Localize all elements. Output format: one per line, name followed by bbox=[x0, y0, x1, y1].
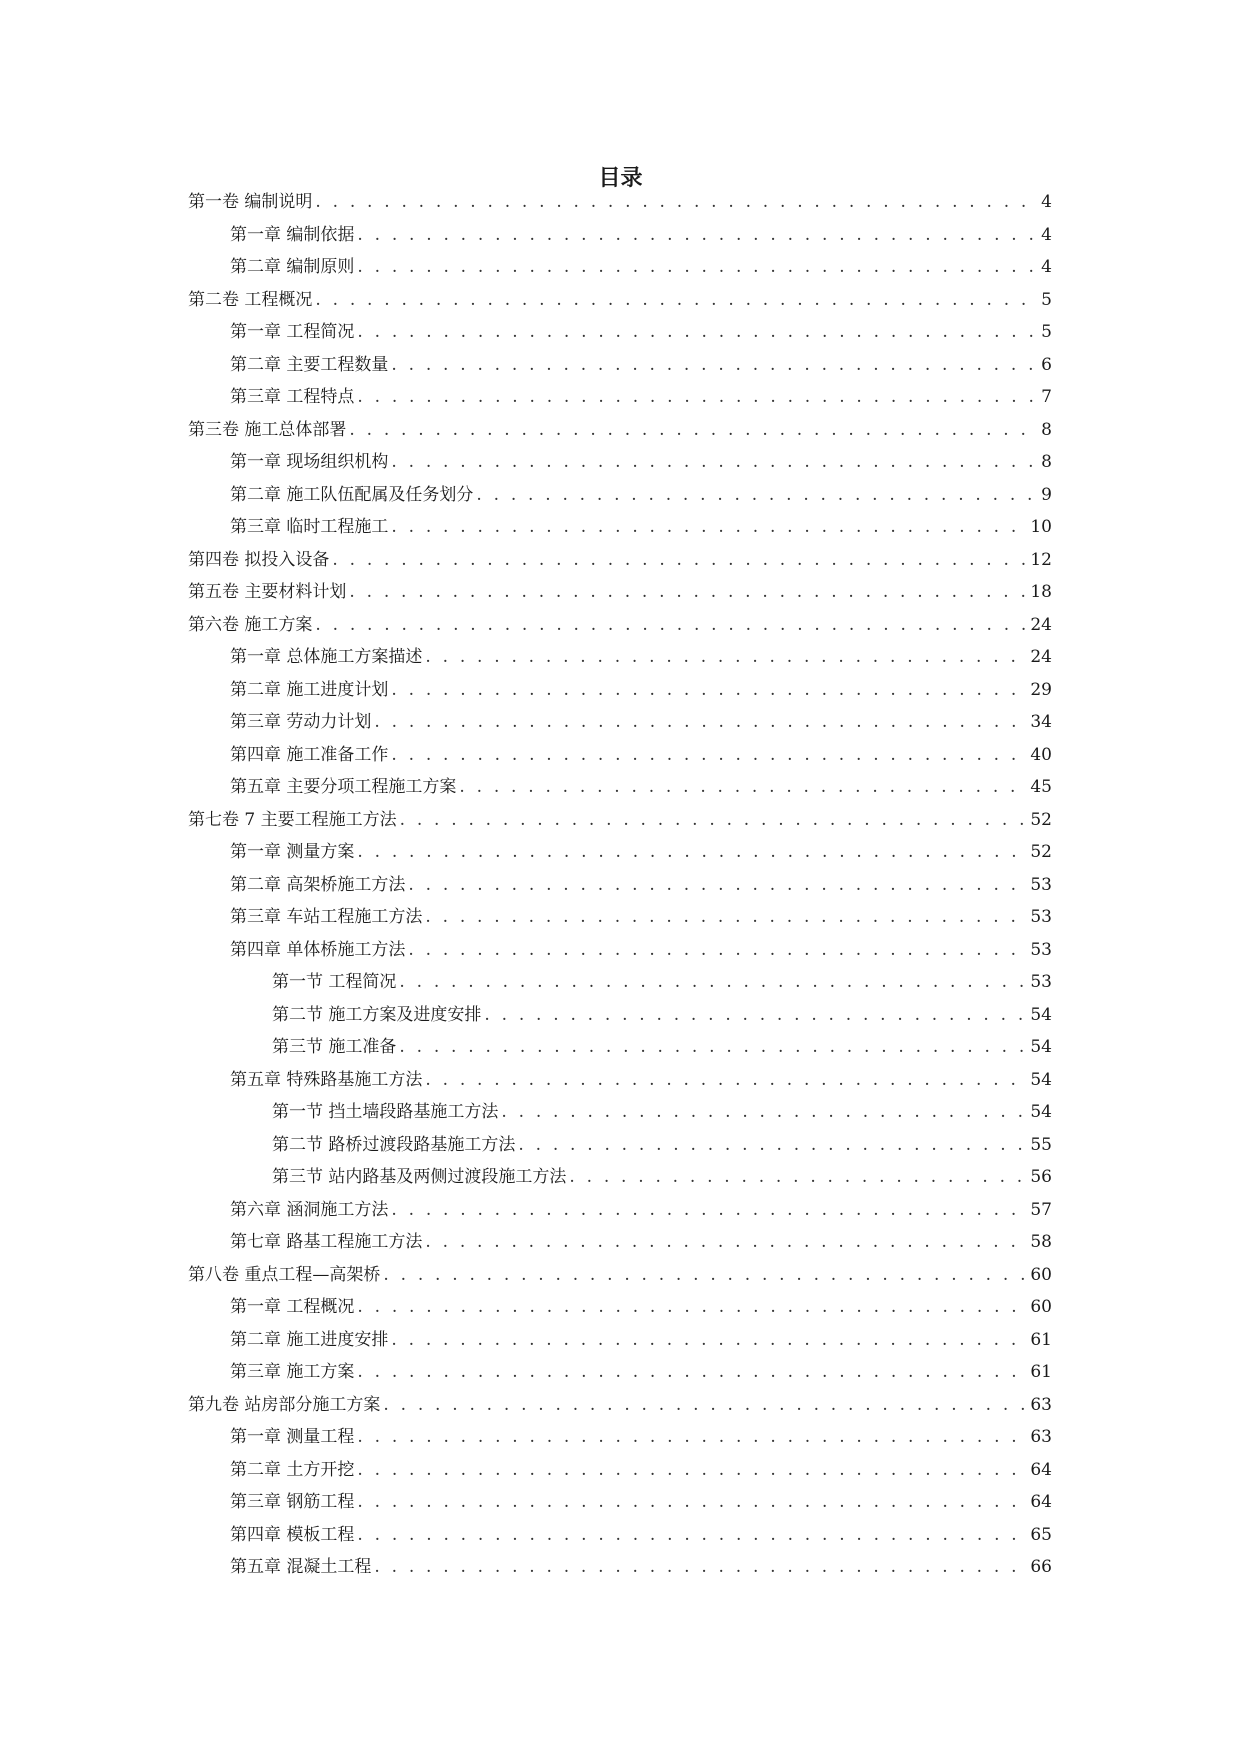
toc-dot-leader bbox=[569, 1161, 1027, 1194]
toc-entry[interactable] bbox=[188, 771, 1052, 804]
toc-dot-leader bbox=[349, 414, 1037, 447]
toc-entry-label: 第三卷 施工总体部署 bbox=[188, 419, 347, 440]
toc-dot-leader bbox=[374, 706, 1027, 739]
toc-entry-label: 第一章 现场组织机构 bbox=[230, 452, 389, 472]
toc-entry-label: 第二章 编制原则 bbox=[230, 257, 355, 277]
toc-entry-label: 第一章 总体施工方案描述 bbox=[230, 647, 423, 667]
toc-entry[interactable] bbox=[188, 869, 1052, 902]
toc-entry-label: 第一节 工程简况 bbox=[272, 972, 397, 992]
toc-entry-label: 第一卷 编制说明 bbox=[188, 192, 313, 212]
toc-dot-leader bbox=[357, 1519, 1027, 1552]
toc-entry-label: 第三章 工程特点 bbox=[230, 387, 355, 407]
toc-entry-page-number: 24 bbox=[1030, 614, 1052, 635]
toc-dot-leader bbox=[425, 1226, 1027, 1259]
toc-entry-page-number: 55 bbox=[1030, 1134, 1052, 1155]
toc-entry-page-number: 54 bbox=[1030, 1069, 1052, 1090]
toc-entry[interactable] bbox=[188, 381, 1052, 414]
toc-dot-leader bbox=[315, 609, 1027, 642]
table-of-contents bbox=[188, 186, 1052, 1584]
toc-entry-page-number: 29 bbox=[1030, 679, 1052, 700]
toc-entry[interactable] bbox=[188, 641, 1052, 674]
toc-entry-label: 第一章 编制依据 bbox=[230, 224, 355, 245]
toc-entry[interactable] bbox=[188, 1389, 1052, 1422]
toc-entry[interactable] bbox=[188, 706, 1052, 739]
toc-dot-leader bbox=[425, 641, 1027, 674]
toc-entry-page-number: 63 bbox=[1030, 1394, 1052, 1415]
toc-entry[interactable] bbox=[188, 1551, 1052, 1584]
toc-entry[interactable] bbox=[188, 1259, 1052, 1292]
toc-entry[interactable] bbox=[188, 511, 1052, 544]
toc-entry-page-number: 52 bbox=[1030, 809, 1052, 830]
toc-entry-label: 第五章 混凝土工程 bbox=[230, 1557, 372, 1577]
toc-dot-leader bbox=[399, 1031, 1027, 1064]
toc-entry-label: 第二章 主要工程数量 bbox=[230, 354, 389, 375]
toc-entry[interactable] bbox=[188, 674, 1052, 707]
toc-entry-page-number: 54 bbox=[1030, 1102, 1052, 1122]
toc-entry-label: 第五卷 主要材料计划 bbox=[188, 582, 347, 602]
toc-entry-page-number: 64 bbox=[1030, 1492, 1052, 1512]
toc-entry[interactable] bbox=[188, 251, 1052, 284]
toc-entry-page-number: 53 bbox=[1030, 939, 1052, 960]
toc-dot-leader bbox=[391, 1194, 1027, 1227]
toc-entry[interactable] bbox=[188, 1291, 1052, 1324]
toc-dot-leader bbox=[400, 804, 1028, 837]
toc-entry-page-number: 9 bbox=[1041, 484, 1052, 505]
toc-dot-leader bbox=[357, 1356, 1027, 1389]
toc-entry-label: 第一章 工程概况 bbox=[230, 1297, 355, 1317]
toc-entry-page-number: 8 bbox=[1041, 419, 1052, 440]
toc-entry[interactable] bbox=[188, 609, 1052, 642]
toc-entry[interactable] bbox=[188, 576, 1052, 609]
toc-entry-page-number: 10 bbox=[1030, 517, 1052, 537]
toc-entry-label: 第二卷 工程概况 bbox=[188, 289, 313, 310]
toc-entry-label: 第四章 单体桥施工方法 bbox=[230, 939, 406, 960]
toc-entry-page-number: 61 bbox=[1030, 1329, 1052, 1350]
toc-dot-leader bbox=[383, 1259, 1027, 1292]
toc-dot-leader bbox=[484, 999, 1027, 1032]
toc-entry[interactable] bbox=[188, 901, 1052, 934]
toc-entry-page-number: 4 bbox=[1041, 224, 1052, 245]
toc-dot-leader bbox=[425, 1064, 1027, 1097]
toc-entry-page-number: 12 bbox=[1030, 549, 1052, 570]
toc-entry-label: 第七卷 7 主要工程施工方法 bbox=[188, 809, 397, 830]
toc-dot-leader bbox=[357, 316, 1037, 349]
toc-dot-leader bbox=[391, 739, 1027, 772]
toc-entry-label: 第三节 施工准备 bbox=[272, 1037, 397, 1057]
toc-entry[interactable] bbox=[188, 186, 1052, 219]
toc-entry-label: 第三节 站内路基及两侧过渡段施工方法 bbox=[272, 1167, 567, 1187]
toc-entry-label: 第二章 土方开挖 bbox=[230, 1459, 355, 1480]
toc-entry[interactable] bbox=[188, 934, 1052, 967]
page-title: 目录 bbox=[598, 165, 643, 191]
toc-entry-page-number: 45 bbox=[1030, 777, 1052, 797]
toc-dot-leader bbox=[357, 1421, 1027, 1454]
toc-dot-leader bbox=[425, 901, 1027, 934]
toc-entry-label: 第二节 施工方案及进度安排 bbox=[272, 1004, 482, 1025]
toc-entry-page-number: 60 bbox=[1030, 1264, 1052, 1285]
toc-entry-label: 第三章 临时工程施工 bbox=[230, 517, 389, 537]
toc-entry-page-number: 8 bbox=[1041, 452, 1052, 472]
toc-entry[interactable] bbox=[188, 316, 1052, 349]
toc-entry-page-number: 60 bbox=[1030, 1297, 1052, 1317]
toc-entry-label: 第二章 施工进度计划 bbox=[230, 679, 389, 700]
toc-dot-leader bbox=[476, 479, 1037, 512]
toc-dot-leader bbox=[459, 771, 1027, 804]
toc-entry[interactable] bbox=[188, 1064, 1052, 1097]
toc-entry[interactable] bbox=[188, 1129, 1052, 1162]
toc-entry-page-number: 56 bbox=[1030, 1167, 1052, 1187]
toc-entry[interactable] bbox=[188, 1356, 1052, 1389]
toc-entry[interactable] bbox=[188, 1519, 1052, 1552]
toc-entry-page-number: 58 bbox=[1030, 1232, 1052, 1252]
toc-entry-page-number: 7 bbox=[1041, 387, 1052, 407]
toc-dot-leader bbox=[374, 1551, 1027, 1584]
toc-entry-label: 第二章 施工队伍配属及任务划分 bbox=[230, 484, 474, 505]
toc-dot-leader bbox=[357, 1486, 1027, 1519]
toc-dot-leader bbox=[357, 836, 1027, 869]
toc-entry-label: 第三章 劳动力计划 bbox=[230, 712, 372, 732]
toc-entry-page-number: 66 bbox=[1030, 1557, 1052, 1577]
toc-entry[interactable] bbox=[188, 966, 1052, 999]
toc-dot-leader bbox=[391, 511, 1027, 544]
toc-entry-label: 第七章 路基工程施工方法 bbox=[230, 1232, 423, 1252]
toc-entry[interactable] bbox=[188, 349, 1052, 382]
toc-entry-label: 第八卷 重点工程—高架桥 bbox=[188, 1264, 381, 1285]
toc-dot-leader bbox=[357, 381, 1037, 414]
toc-entry-label: 第四章 模板工程 bbox=[230, 1524, 355, 1545]
toc-entry-page-number: 65 bbox=[1030, 1524, 1052, 1545]
toc-dot-leader bbox=[408, 869, 1027, 902]
toc-entry-label: 第四章 施工准备工作 bbox=[230, 744, 389, 765]
toc-entry-page-number: 57 bbox=[1030, 1199, 1052, 1220]
toc-entry[interactable] bbox=[188, 1096, 1052, 1129]
toc-entry-page-number: 53 bbox=[1030, 907, 1052, 927]
toc-entry[interactable] bbox=[188, 1194, 1052, 1227]
toc-entry[interactable] bbox=[188, 544, 1052, 577]
toc-entry-label: 第五章 特殊路基施工方法 bbox=[230, 1069, 423, 1090]
toc-dot-leader bbox=[518, 1129, 1027, 1162]
toc-entry[interactable] bbox=[188, 1161, 1052, 1194]
toc-entry-label: 第二节 路桥过渡段路基施工方法 bbox=[272, 1134, 516, 1155]
toc-entry-page-number: 5 bbox=[1041, 322, 1052, 342]
toc-dot-leader bbox=[391, 446, 1037, 479]
toc-entry-label: 第一章 测量方案 bbox=[230, 842, 355, 862]
toc-entry[interactable] bbox=[188, 739, 1052, 772]
toc-entry-label: 第一节 挡土墙段路基施工方法 bbox=[272, 1102, 499, 1122]
toc-entry-page-number: 4 bbox=[1041, 257, 1052, 277]
toc-entry-label: 第六章 涵洞施工方法 bbox=[230, 1199, 389, 1220]
toc-entry-label: 第四卷 拟投入设备 bbox=[188, 549, 330, 570]
toc-entry[interactable] bbox=[188, 219, 1052, 252]
toc-dot-leader bbox=[408, 934, 1027, 967]
toc-entry-page-number: 34 bbox=[1030, 712, 1052, 732]
toc-entry[interactable] bbox=[188, 284, 1052, 317]
toc-entry[interactable] bbox=[188, 999, 1052, 1032]
toc-entry[interactable] bbox=[188, 804, 1052, 837]
toc-entry-page-number: 54 bbox=[1030, 1004, 1052, 1025]
toc-entry-page-number: 54 bbox=[1030, 1037, 1052, 1057]
toc-dot-leader bbox=[315, 186, 1037, 219]
toc-entry-label: 第九卷 站房部分施工方案 bbox=[188, 1394, 381, 1415]
toc-entry-label: 第三章 钢筋工程 bbox=[230, 1492, 355, 1512]
toc-entry-page-number: 40 bbox=[1030, 744, 1052, 765]
toc-entry[interactable] bbox=[188, 1324, 1052, 1357]
toc-dot-leader bbox=[349, 576, 1027, 609]
toc-dot-leader bbox=[357, 219, 1037, 252]
toc-entry[interactable] bbox=[188, 414, 1052, 447]
toc-entry-label: 第一章 测量工程 bbox=[230, 1427, 355, 1447]
toc-dot-leader bbox=[501, 1096, 1027, 1129]
toc-entry[interactable] bbox=[188, 1486, 1052, 1519]
toc-entry-page-number: 63 bbox=[1030, 1427, 1052, 1447]
toc-entry[interactable] bbox=[188, 479, 1052, 512]
toc-dot-leader bbox=[391, 349, 1037, 382]
toc-dot-leader bbox=[391, 1324, 1027, 1357]
toc-dot-leader bbox=[357, 251, 1037, 284]
toc-entry-page-number: 5 bbox=[1041, 289, 1052, 310]
toc-dot-leader bbox=[315, 284, 1037, 317]
toc-entry[interactable] bbox=[188, 446, 1052, 479]
toc-entry[interactable] bbox=[188, 1454, 1052, 1487]
toc-entry-page-number: 18 bbox=[1030, 582, 1052, 602]
toc-dot-leader bbox=[383, 1389, 1027, 1422]
toc-entry-label: 第六卷 施工方案 bbox=[188, 614, 313, 635]
toc-entry-page-number: 24 bbox=[1030, 647, 1052, 667]
toc-entry-label: 第三章 车站工程施工方法 bbox=[230, 907, 423, 927]
toc-entry-page-number: 53 bbox=[1030, 874, 1052, 895]
toc-entry-label: 第三章 施工方案 bbox=[230, 1362, 355, 1382]
toc-dot-leader bbox=[332, 544, 1027, 577]
toc-entry[interactable] bbox=[188, 1031, 1052, 1064]
toc-entry[interactable] bbox=[188, 1226, 1052, 1259]
toc-entry-label: 第一章 工程简况 bbox=[230, 322, 355, 342]
toc-entry-label: 第二章 施工进度安排 bbox=[230, 1329, 389, 1350]
toc-entry-page-number: 61 bbox=[1030, 1362, 1052, 1382]
toc-entry-page-number: 53 bbox=[1030, 972, 1052, 992]
toc-dot-leader bbox=[391, 674, 1027, 707]
toc-entry[interactable] bbox=[188, 836, 1052, 869]
toc-entry-label: 第二章 高架桥施工方法 bbox=[230, 874, 406, 895]
toc-entry-page-number: 64 bbox=[1030, 1459, 1052, 1480]
toc-dot-leader bbox=[357, 1291, 1027, 1324]
toc-entry-label: 第五章 主要分项工程施工方案 bbox=[230, 777, 457, 797]
toc-dot-leader bbox=[399, 966, 1027, 999]
toc-entry-page-number: 6 bbox=[1041, 354, 1052, 375]
toc-entry[interactable] bbox=[188, 1421, 1052, 1454]
toc-entry-page-number: 4 bbox=[1041, 192, 1052, 212]
toc-entry-page-number: 52 bbox=[1030, 842, 1052, 862]
toc-dot-leader bbox=[357, 1454, 1027, 1487]
